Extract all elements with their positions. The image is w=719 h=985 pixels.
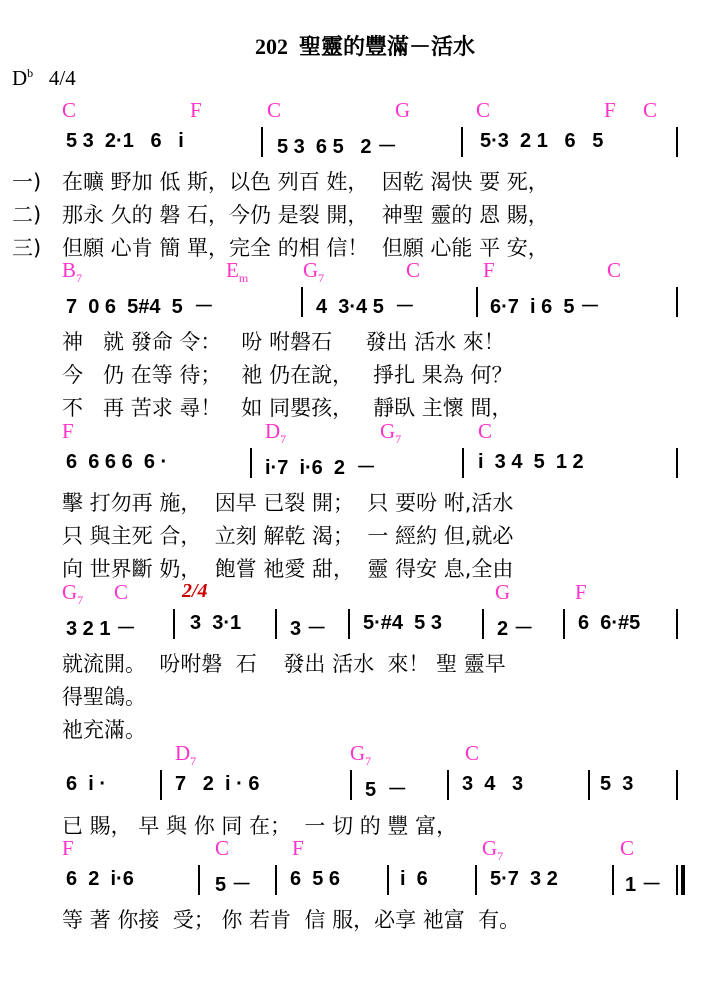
barline [676, 770, 678, 800]
barline [676, 287, 678, 317]
barline [250, 448, 252, 478]
chord-root: C [643, 98, 658, 122]
chord-quality: 7 [77, 593, 84, 608]
chord-symbol [215, 836, 229, 861]
chord-symbol [483, 258, 495, 283]
barline [275, 609, 277, 639]
chord-quality: 7 [497, 849, 504, 864]
barline [348, 609, 350, 639]
final-barline [681, 865, 685, 895]
measure-notes: 6·7 i 6 5 － [490, 296, 601, 318]
chord-root: C [620, 836, 635, 860]
barline [301, 287, 303, 317]
song-title: 202 聖靈的豐滿－活水 [255, 34, 476, 59]
lyric-line: 只 與主死 合， 立刻 解乾 渴； 一 經約 但,就必 [62, 524, 514, 548]
verse-label: 二) [12, 203, 42, 227]
measure-notes: 6 6 6 6 6 · [66, 451, 168, 473]
chord-root: G [380, 419, 396, 443]
chord-symbol [495, 580, 510, 605]
measure-notes: 5·3 2 1 6 5 [480, 130, 604, 152]
chord-symbol [465, 741, 479, 766]
measure-notes: 5 3 [600, 773, 634, 795]
time-signature-change: 2/4 [182, 580, 208, 602]
measure-notes: 5·#4 5 3 [363, 612, 442, 634]
barline [173, 609, 175, 639]
measure-notes: 3 4 3 [462, 773, 524, 795]
chord-symbol [226, 258, 248, 286]
lyric-line: 向 世界斷 奶， 飽嘗 祂愛 甜， 靈 得安 息,全由 [62, 557, 514, 581]
measure-notes: 6 i · [66, 773, 107, 795]
verse-label: 一) [12, 170, 42, 194]
barline [387, 865, 389, 895]
chord-root: G [395, 98, 411, 122]
barline [198, 865, 200, 895]
chord-symbol [292, 836, 304, 861]
chord-root: F [292, 836, 304, 860]
measure-notes: 2 － [497, 618, 534, 640]
chord-quality: 7 [76, 271, 83, 286]
barline [612, 865, 614, 895]
chord-symbol [620, 836, 634, 861]
measure-notes: 5 3 6 5 2 － [277, 136, 398, 158]
lyric-line: 擊 打勿再 施， 因早 已裂 開； 只 要吩 咐,活水 [62, 491, 514, 515]
barline [462, 448, 464, 478]
lyric-line: 等 著 你接 受； 你 若肯 信 服，必享 祂富 有。 [62, 908, 521, 932]
chord-symbol [395, 98, 410, 123]
chord-root: F [62, 419, 74, 443]
chord-quality: 7 [318, 271, 325, 286]
chord-root: C [465, 741, 480, 765]
chord-symbol [190, 98, 202, 123]
measure-notes: 5 － [215, 874, 252, 896]
chord-root: F [62, 836, 74, 860]
lyric-line: 但願 心肯 簡 單，完全 的相 信！ 但願 心能 平 安， [62, 236, 549, 260]
barline [676, 448, 678, 478]
barline [160, 770, 162, 800]
chord-symbol [267, 98, 281, 123]
measure-notes: 7 0 6 5#4 5 － [66, 296, 214, 318]
measure-notes: 4 3·4 5 － [316, 296, 415, 318]
chord-root: B [62, 258, 77, 282]
barline [676, 609, 678, 639]
lyric-line: 今 仍 在等 待； 祂 仍在說， 掙扎 果為 何？ [62, 363, 513, 387]
verse-label: 三) [12, 236, 42, 260]
measure-notes: 3 3·1 [190, 612, 242, 634]
chord-root: G [495, 580, 511, 604]
chord-root: F [190, 98, 202, 122]
measure-notes: 5 3 2·1 6 i [66, 130, 184, 152]
chord-symbol [482, 836, 503, 864]
lyric-line: 不 再 苦求 尋！ 如 同嬰孩， 靜臥 主懷 間， [62, 396, 513, 420]
chord-quality: 7 [190, 754, 197, 769]
chord-root: C [406, 258, 421, 282]
chord-symbol [643, 98, 657, 123]
barline [261, 127, 263, 157]
barline [476, 287, 478, 317]
measure-notes: 5 － [365, 779, 408, 801]
chord-root: G [303, 258, 319, 282]
chord-symbol [476, 98, 490, 123]
chord-quality: 7 [395, 432, 402, 447]
chord-symbol [350, 741, 371, 769]
barline [563, 609, 565, 639]
lyric-line: 在曠 野加 低 斯，以色 列百 姓， 因乾 渴快 要 死， [62, 170, 549, 194]
chord-root: D [175, 741, 191, 765]
chord-root: C [62, 98, 77, 122]
measure-notes: 3 2 1 － [66, 618, 137, 640]
barline [447, 770, 449, 800]
chord-root: C [267, 98, 282, 122]
measure-notes: 7 2 i · 6 [175, 773, 260, 795]
chord-root: F [575, 580, 587, 604]
lyric-line: 就流開。 吩咐磐 石 發出 活水 來！ 聖 靈早 [62, 652, 506, 676]
chord-symbol [607, 258, 621, 283]
barline [676, 865, 678, 895]
lyric-line: 那永 久的 磐 石，今仍 是裂 開， 神聖 靈的 恩 賜， [62, 203, 549, 227]
chord-symbol [380, 419, 401, 447]
chord-symbol [62, 98, 76, 123]
lyric-line: 神 就 發命 令： 吩 咐磐石 發出 活水 來！ [62, 330, 505, 354]
barline [482, 609, 484, 639]
time-signature: 4/4 [48, 66, 76, 90]
measure-notes: 3 － [290, 618, 327, 640]
chord-root: G [482, 836, 498, 860]
chord-symbol [265, 419, 286, 447]
chord-root: C [476, 98, 491, 122]
chord-root: C [607, 258, 622, 282]
chord-symbol [62, 419, 74, 444]
barline [588, 770, 590, 800]
chord-symbol [604, 98, 616, 123]
chord-symbol [478, 419, 492, 444]
chord-root: D [265, 419, 281, 443]
chord-quality: m [238, 271, 249, 286]
barline [461, 127, 463, 157]
chord-root: G [350, 741, 366, 765]
key-note: D [12, 66, 28, 90]
key-accidental: b [27, 66, 34, 80]
chord-root: C [215, 836, 230, 860]
chord-root: C [114, 580, 129, 604]
lyric-line: 得聖鴿。 [62, 685, 146, 709]
chord-symbol [175, 741, 196, 769]
chord-symbol [406, 258, 420, 283]
measure-notes: 6 6·#5 [578, 612, 641, 634]
chord-root: G [62, 580, 78, 604]
measure-notes: i 3 4 5 1 2 [478, 451, 584, 473]
measure-notes: i·7 i·6 2 － [265, 457, 377, 479]
chord-root: F [483, 258, 495, 282]
barline [350, 770, 352, 800]
chord-root: F [604, 98, 616, 122]
chord-root: E [226, 258, 239, 282]
key-signature [12, 66, 76, 91]
measure-notes: i 6 [400, 868, 428, 890]
chord-symbol [575, 580, 587, 605]
measure-notes: 5·7 3 2 [490, 868, 558, 890]
barline [676, 127, 678, 157]
measure-notes: 1 － [625, 874, 662, 896]
chord-symbol [62, 580, 83, 608]
chord-root: C [478, 419, 493, 443]
measure-notes: 6 2 i·6 [66, 868, 134, 890]
barline [475, 865, 477, 895]
chord-symbol [303, 258, 324, 286]
lyric-line: 祂充滿。 [62, 718, 146, 742]
lyric-line: 已 賜， 早 與 你 同 在； 一 切 的 豐 富， [62, 814, 458, 838]
barline [275, 865, 277, 895]
chord-quality: 7 [365, 754, 372, 769]
chord-symbol [62, 836, 74, 861]
chord-symbol [62, 258, 82, 286]
chord-quality: 7 [280, 432, 287, 447]
measure-notes: 6 5 6 [290, 868, 341, 890]
chord-symbol [114, 580, 128, 605]
